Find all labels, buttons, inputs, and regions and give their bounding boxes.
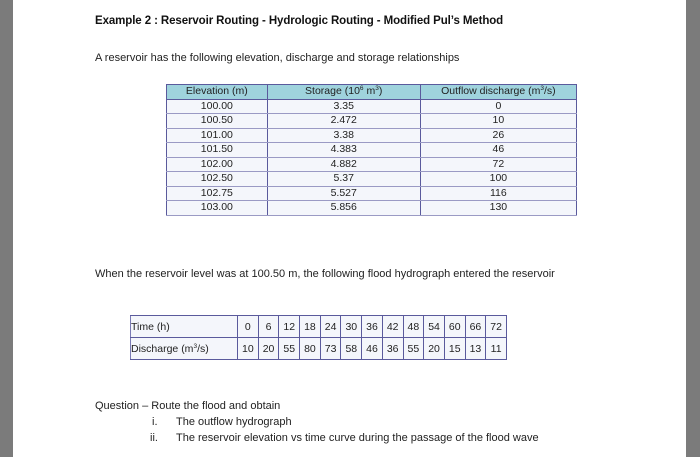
question-lead: Question – Route the flood and obtain	[95, 400, 281, 412]
header-outflow-suffix: /s)	[543, 85, 556, 98]
header-storage	[267, 85, 420, 100]
cell-elevation: 103.00	[167, 201, 268, 216]
header-storage-text: Storage (10	[305, 85, 360, 98]
discharge-row	[131, 338, 507, 360]
time-cell: 60	[444, 316, 465, 338]
discharge-cell: 46	[362, 338, 383, 360]
superscript: 6	[359, 85, 364, 93]
time-cell: 66	[465, 316, 486, 338]
time-cell: 42	[382, 316, 403, 338]
discharge-cell: 55	[279, 338, 300, 360]
table-row	[167, 143, 577, 158]
discharge-cell: 11	[486, 338, 507, 360]
cell-storage: 3.35	[267, 99, 420, 114]
discharge-cell: 20	[258, 338, 279, 360]
table-row	[167, 128, 577, 143]
cell-outflow: 10	[420, 114, 576, 129]
superscript: 3	[193, 342, 198, 350]
document-title: Example 2 : Reservoir Routing - Hydrologic Routing - Modified Pul’s Method	[95, 15, 504, 27]
time-cell: 36	[362, 316, 383, 338]
cell-outflow: 26	[420, 128, 576, 143]
cell-outflow: 0	[420, 99, 576, 114]
cell-elevation: 102.50	[167, 172, 268, 187]
time-cell: 0	[238, 316, 259, 338]
time-cell: 54	[424, 316, 445, 338]
time-cell: 30	[341, 316, 362, 338]
discharge-cell: 36	[382, 338, 403, 360]
cell-storage: 3.38	[267, 128, 420, 143]
question-item-number: i.	[152, 416, 158, 428]
discharge-label	[131, 338, 238, 360]
time-cell: 72	[486, 316, 507, 338]
time-cell: 48	[403, 316, 424, 338]
document-page	[13, 0, 686, 457]
time-cell: 12	[279, 316, 300, 338]
table-row	[167, 172, 577, 187]
cell-outflow: 72	[420, 157, 576, 172]
header-outflow	[420, 85, 576, 100]
table-row	[167, 99, 577, 114]
time-cell: 6	[258, 316, 279, 338]
time-cell: 18	[300, 316, 321, 338]
question-item-text: The reservoir elevation vs time curve during the passage of the flood wave	[176, 432, 539, 444]
cell-elevation: 100.50	[167, 114, 268, 129]
discharge-cell: 20	[424, 338, 445, 360]
inflow-hydrograph-table	[130, 315, 507, 360]
table-row	[167, 114, 577, 129]
time-label: Time (h)	[131, 316, 238, 338]
cell-storage: 5.37	[267, 172, 420, 187]
header-outflow-text: Outflow discharge (m	[441, 85, 541, 98]
superscript: 3	[540, 85, 544, 93]
elevation-storage-outflow-table	[166, 84, 577, 216]
cell-elevation: 101.00	[167, 128, 268, 143]
cell-outflow: 130	[420, 201, 576, 216]
discharge-cell: 58	[341, 338, 362, 360]
cell-elevation: 101.50	[167, 143, 268, 158]
table-row	[167, 157, 577, 172]
discharge-label-text: Discharge (m	[131, 342, 194, 355]
hydrograph-intro-text: When the reservoir level was at 100.50 m, the following flood hydrograph entered the reservoir	[95, 268, 555, 280]
discharge-cell: 13	[465, 338, 486, 360]
discharge-label-suffix: /s)	[197, 342, 209, 355]
discharge-cell: 73	[320, 338, 341, 360]
discharge-cell: 15	[444, 338, 465, 360]
cell-outflow: 100	[420, 172, 576, 187]
cell-elevation: 102.75	[167, 186, 268, 201]
header-storage-unit: m	[363, 85, 376, 98]
intro-text: A reservoir has the following elevation, discharge and storage relationships	[95, 52, 460, 64]
cell-storage: 5.856	[267, 201, 420, 216]
cell-storage: 4.383	[267, 143, 420, 158]
table-header-row	[167, 85, 577, 100]
discharge-cell: 10	[238, 338, 259, 360]
time-cell: 24	[320, 316, 341, 338]
header-elevation: Elevation (m)	[167, 85, 268, 100]
time-row	[131, 316, 507, 338]
question-item-number: ii.	[150, 432, 158, 444]
cell-storage: 4.882	[267, 157, 420, 172]
table-row	[167, 186, 577, 201]
cell-elevation: 100.00	[167, 99, 268, 114]
cell-outflow: 116	[420, 186, 576, 201]
cell-elevation: 102.00	[167, 157, 268, 172]
header-storage-suffix: )	[378, 85, 383, 98]
superscript: 3	[375, 85, 379, 93]
question-item-text: The outflow hydrograph	[176, 416, 292, 428]
table-row	[167, 201, 577, 216]
cell-storage: 5.527	[267, 186, 420, 201]
cell-storage: 2.472	[267, 114, 420, 129]
discharge-cell: 80	[300, 338, 321, 360]
cell-outflow: 46	[420, 143, 576, 158]
discharge-cell: 55	[403, 338, 424, 360]
